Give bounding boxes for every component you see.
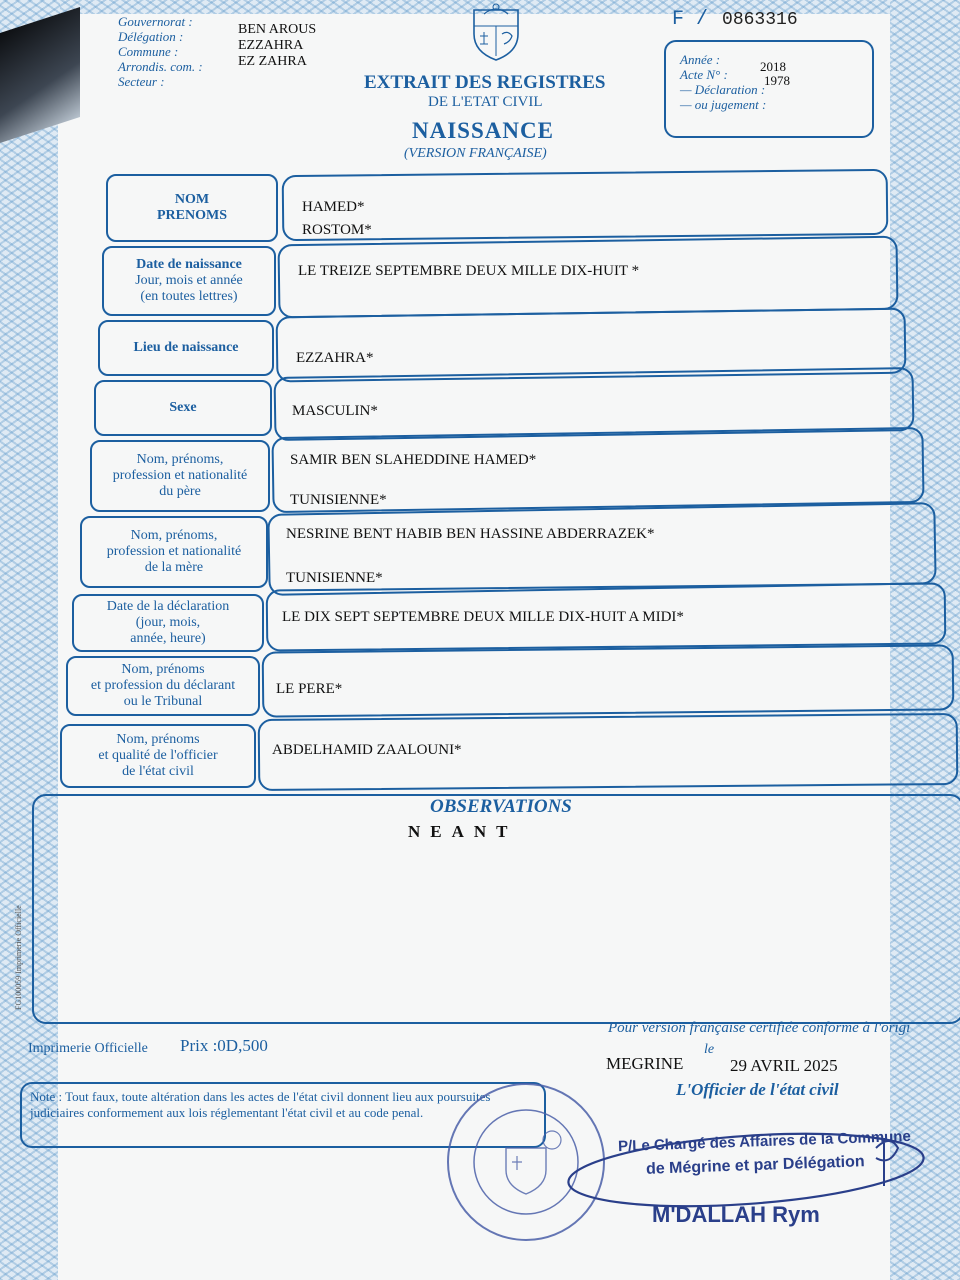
imprimerie-label: Imprimerie Officielle [28,1041,148,1056]
title-naissance: NAISSANCE [412,118,554,143]
serial-value: 0863316 [722,10,798,30]
lieu-naissance-value: EZZAHRA* [296,350,374,366]
prenoms-value: ROSTOM* [302,222,372,238]
observations-title: OBSERVATIONS [430,796,572,817]
pere-name-value: SAMIR BEN SLAHEDDINE HAMED* [290,452,537,468]
pere-label-2: profession et nationalité [112,468,248,483]
title-etat-civil: DE L'ETAT CIVIL [428,94,543,110]
issue-date-value: 29 AVRIL 2025 [730,1056,838,1075]
observations-value: NEANT [408,822,518,841]
date-naissance-label-3: (en toutes lettres) [140,289,238,304]
place-value: MEGRINE [606,1054,684,1073]
secteur-label: Secteur : [118,74,165,89]
title-version: (VERSION FRANÇAISE) [404,146,547,161]
nom-prenoms-label [106,174,278,242]
declarant-label [66,656,260,716]
date-naissance-label [102,246,276,316]
date-declaration-label-1: Date de la déclaration [106,599,230,614]
lieu-naissance-label-text: Lieu de naissance [133,340,239,355]
nom-label: NOM [174,192,210,207]
officier-label-3: de l'état civil [122,764,194,779]
date-naissance-value: LE TREIZE SEPTEMBRE DEUX MILLE DIX-HUIT * [298,263,640,279]
nom-prenoms-field [282,169,889,241]
mere-label-1: Nom, prénoms, [130,528,218,543]
declarant-label-1: Nom, prénoms [121,662,205,677]
officier-label-2: et qualité de l'officier [98,748,218,763]
act-values [760,60,790,88]
stamp-line-1: P/Le Chargé des Affaires de la Commune [617,1127,912,1156]
pere-label-3: du père [159,484,201,499]
admin-values [238,22,316,70]
pere-label [90,440,270,512]
declarant-value: LE PERE* [276,681,343,697]
signatory-name: M'DALLAH Rym [652,1202,820,1227]
mere-name-value: NESRINE BENT HABIB BEN HASSINE ABDERRAZEK* [286,526,655,542]
officier-value: ABDELHAMID ZAALOUNI* [272,742,462,758]
date-declaration-label-3: année, heure) [130,631,206,646]
pere-label-1: Nom, prénoms, [136,452,224,467]
commune-label: Commune : [118,44,179,59]
date-prefix: le [704,1042,715,1057]
title-extrait: EXTRAIT DES REGISTRES [364,72,606,93]
delegation-label: Délégation : [118,29,184,44]
admin-labels [118,14,203,89]
stamp-line-2: de Mégrine et par Délégation [645,1153,865,1178]
sexe-label [94,380,272,436]
serial-prefix: F / [672,8,709,31]
date-declaration-label [72,594,264,652]
delegation-value: EZZAHRA [238,38,304,53]
printer-reference: FG100059 Imprimerie Officielle [14,905,23,1010]
declaration-label: — Déclaration : [680,82,766,97]
date-naissance-label-1: Date de naissance [136,257,242,272]
officier-signature-title: L'Officier de l'état civil [676,1080,839,1099]
jugement-label: — ou jugement : [680,97,767,112]
mere-nationality-value: TUNISIENNE* [286,570,383,586]
declarant-label-3: ou le Tribunal [123,694,203,709]
prenoms-label: PRENOMS [157,208,227,223]
annee-value: 2018 [760,59,786,74]
legal-note-text: Note : Tout faux, toute altération dans les actes de l'état civil donnent lieu aux poursuites judiciaires conformement aux lois réglementant l'état civil et au code penal. [30,1089,491,1120]
officier-label [60,724,256,788]
acte-value: 1978 [764,73,790,88]
date-declaration-value: LE DIX SEPT SEPTEMBRE DEUX MILLE DIX-HUIT A MIDI* [282,609,684,625]
certification-text: Pour version française certifiée conforme à l'origi [608,1020,911,1036]
mere-label-3: de la mère [144,560,204,575]
acte-label: Acte N° : [680,67,728,82]
declarant-field [262,644,955,717]
declarant-label-2: et profession du déclarant [90,678,236,693]
annee-label: Année : [680,52,721,67]
date-naissance-label-2: Jour, mois et année [135,273,243,288]
nom-value: HAMED* [302,199,365,215]
prix-label: Prix :0D,500 [180,1036,268,1055]
sexe-label-text: Sexe [169,400,197,415]
lieu-naissance-label [98,320,274,376]
mere-label [80,516,268,588]
gouvernorat-value: BEN AROUS [238,22,317,37]
pere-nationality-value: TUNISIENNE* [290,492,387,508]
mere-label-2: profession et nationalité [106,544,242,559]
officier-label-1: Nom, prénoms [116,732,200,747]
act-labels [680,52,766,112]
commune-value: EZ ZAHRA [238,54,307,69]
sexe-value: MASCULIN* [292,403,378,419]
tunisian-coat-of-arms-icon [466,0,526,62]
arrondissement-label: Arrondis. com. : [118,59,203,74]
serial-number [672,8,798,31]
date-declaration-label-2: (jour, mois, [135,615,201,630]
gouvernorat-label: Gouvernorat : [118,14,193,29]
